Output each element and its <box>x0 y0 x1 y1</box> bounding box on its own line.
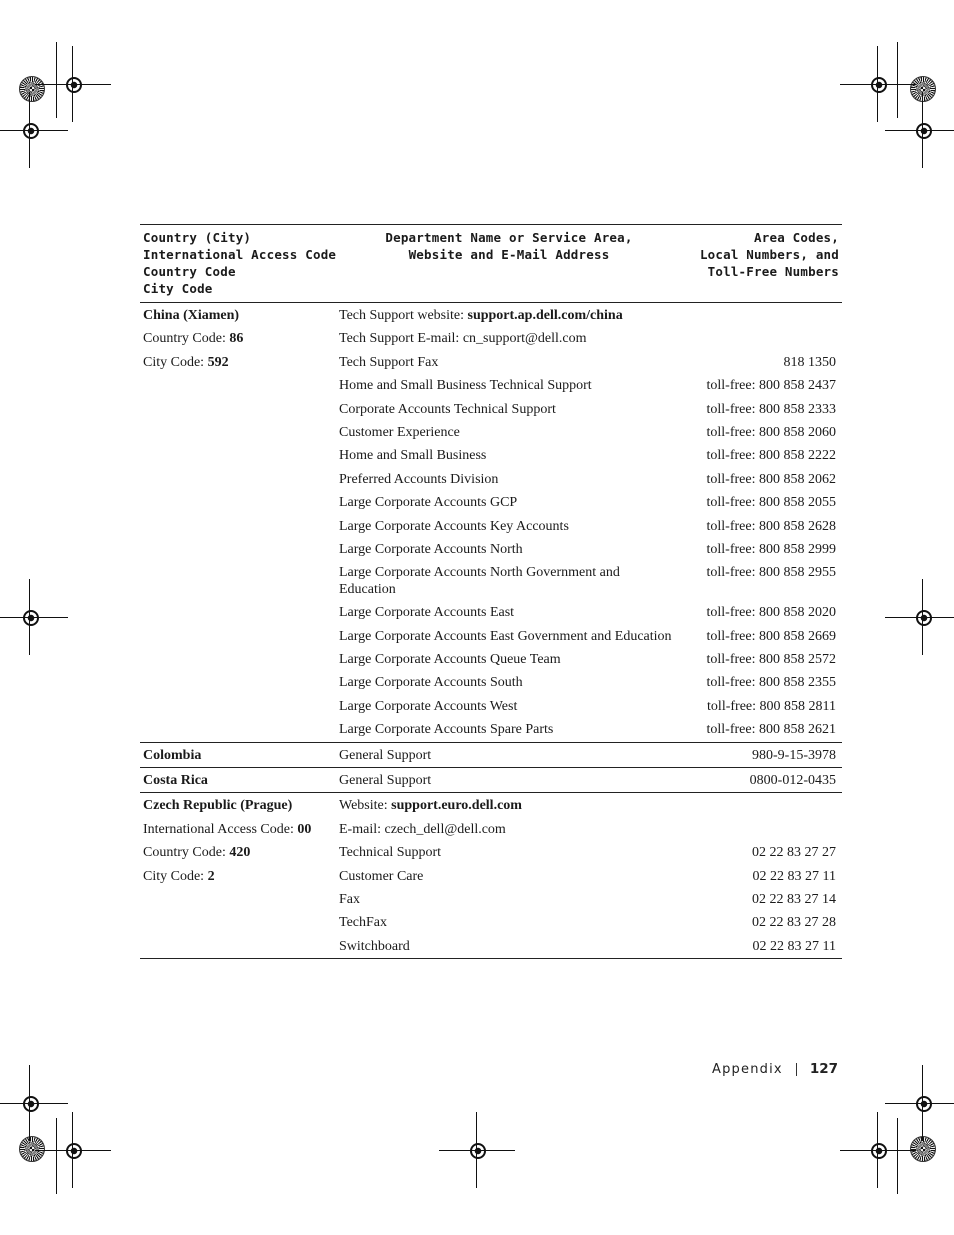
contact-table <box>140 224 842 959</box>
number-cell: toll-free: 800 858 2055 <box>706 495 836 511</box>
country-cell <box>140 718 336 742</box>
department-text: Large Corporate Accounts West <box>339 698 518 714</box>
country-cell <box>140 303 336 328</box>
registration-target-icon <box>871 77 887 93</box>
department-text: Customer Care <box>339 868 424 884</box>
registration-target-icon <box>23 123 39 139</box>
starburst-icon <box>910 1136 936 1162</box>
number-cell: toll-free: 800 858 2333 <box>706 401 836 417</box>
table-row <box>140 648 842 671</box>
crop-line <box>56 42 57 118</box>
registration-target-icon <box>66 1143 82 1159</box>
header-line: Toll-Free Numbers <box>707 264 839 279</box>
country-cell <box>140 648 336 671</box>
country-cell <box>140 374 336 397</box>
table-row <box>140 742 842 767</box>
number-cell: toll-free: 800 858 2628 <box>706 518 836 534</box>
country-group <box>140 742 842 767</box>
number-cell <box>682 818 842 841</box>
header-numbers <box>682 225 842 303</box>
department-cell <box>336 327 682 350</box>
registration-target-icon <box>23 610 39 626</box>
number-cell: toll-free: 800 858 2437 <box>706 378 836 394</box>
department-text: Tech Support E-mail: cn_support@dell.com <box>339 331 587 347</box>
header-country <box>140 225 336 303</box>
department-cell <box>336 768 682 793</box>
country-cell <box>140 935 336 959</box>
registration-target-icon <box>916 610 932 626</box>
number-cell: toll-free: 800 858 2811 <box>707 698 836 714</box>
number-cell: toll-free: 800 858 2222 <box>706 448 836 464</box>
number-cell: 02 22 83 27 28 <box>752 915 836 931</box>
department-cell <box>336 601 682 624</box>
header-line: Local Numbers, and <box>699 247 839 262</box>
table-row <box>140 398 842 421</box>
department-text: Switchboard <box>339 938 410 954</box>
country-cell <box>140 515 336 538</box>
number-cell: toll-free: 800 858 2572 <box>706 652 836 668</box>
department-cell <box>336 841 682 864</box>
department-cell <box>336 398 682 421</box>
country-cell <box>140 398 336 421</box>
table-row <box>140 768 842 793</box>
code-value: 00 <box>297 821 312 837</box>
number-cell: toll-free: 800 858 2060 <box>706 424 836 440</box>
number-cell <box>682 303 842 328</box>
number-cell: toll-free: 800 858 2062 <box>706 471 836 487</box>
country-cell <box>140 768 336 793</box>
number-cell: 818 1350 <box>783 354 836 370</box>
number-cell: toll-free: 800 858 2999 <box>706 541 836 557</box>
country-cell <box>140 625 336 648</box>
website-address: support.euro.dell.com <box>391 798 522 814</box>
header-line: City Code <box>143 281 213 296</box>
code-value: 592 <box>207 354 229 370</box>
department-cell <box>336 695 682 718</box>
department-cell <box>336 742 682 767</box>
country-cell <box>140 491 336 514</box>
department-cell <box>336 888 682 911</box>
country-cell <box>140 888 336 911</box>
country-name: Costa Rica <box>143 773 208 789</box>
code-label: Country Code: <box>143 331 230 347</box>
table-row <box>140 491 842 514</box>
department-text: Large Corporate Accounts East <box>339 605 515 621</box>
department-text: Fax <box>339 891 360 907</box>
country-group <box>140 793 842 959</box>
country-cell <box>140 327 336 350</box>
department-text: Technical Support <box>339 845 442 861</box>
code-value: 86 <box>229 331 244 347</box>
country-cell <box>140 818 336 841</box>
department-cell <box>336 538 682 561</box>
table-row <box>140 793 842 818</box>
country-group <box>140 768 842 793</box>
registration-target-icon <box>470 1143 486 1159</box>
table-header <box>140 225 842 303</box>
department-text: Preferred Accounts Division <box>339 471 499 487</box>
table-row <box>140 935 842 959</box>
department-cell <box>336 351 682 374</box>
table-row <box>140 561 842 601</box>
department-cell <box>336 561 682 601</box>
table-row <box>140 468 842 491</box>
department-cell <box>336 911 682 934</box>
department-cell <box>336 625 682 648</box>
crop-line <box>897 1118 898 1194</box>
department-cell <box>336 935 682 959</box>
department-cell <box>336 421 682 444</box>
code-value: 420 <box>229 845 251 861</box>
website-address: support.ap.dell.com/china <box>467 308 623 323</box>
footer-divider <box>796 1063 797 1076</box>
table-row <box>140 421 842 444</box>
department-text: Large Corporate Accounts South <box>339 675 523 691</box>
table-row <box>140 515 842 538</box>
department-text: Large Corporate Accounts North <box>339 541 523 557</box>
country-cell <box>140 911 336 934</box>
crop-line <box>56 1118 57 1194</box>
country-cell <box>140 468 336 491</box>
registration-target-icon <box>66 77 82 93</box>
country-cell <box>140 601 336 624</box>
country-cell <box>140 444 336 467</box>
country-cell <box>140 695 336 718</box>
table-row <box>140 303 842 328</box>
starburst-icon <box>910 76 936 102</box>
header-line: Website and E-Mail Address <box>408 247 610 262</box>
department-cell <box>336 491 682 514</box>
country-name: China (Xiamen) <box>143 308 240 323</box>
table-row <box>140 374 842 397</box>
table-row <box>140 351 842 374</box>
department-text: Large Corporate Accounts North Government and Education <box>339 565 620 598</box>
number-cell: toll-free: 800 858 2669 <box>706 628 836 644</box>
department-text: Corporate Accounts Technical Support <box>339 401 556 417</box>
department-text: E-mail: czech_dell@dell.com <box>339 821 506 837</box>
number-cell: 980-9-15-3978 <box>752 747 836 763</box>
registration-target-icon <box>23 1096 39 1112</box>
header-department <box>336 225 682 303</box>
number-cell: toll-free: 800 858 2355 <box>706 675 836 691</box>
department-text: Large Corporate Accounts Key Accounts <box>339 518 569 534</box>
number-cell: toll-free: 800 858 2020 <box>706 605 836 621</box>
country-cell <box>140 538 336 561</box>
page-footer <box>712 1061 838 1077</box>
number-cell: 02 22 83 27 27 <box>752 845 836 861</box>
header-line: Country Code <box>143 264 236 279</box>
number-cell: 02 22 83 27 14 <box>752 891 836 907</box>
department-text: Large Corporate Accounts GCP <box>339 495 518 511</box>
starburst-icon <box>19 76 45 102</box>
code-label: Country Code: <box>143 845 230 861</box>
header-line: International Access Code <box>143 247 337 262</box>
department-text: Tech Support Fax <box>339 354 439 370</box>
country-cell <box>140 742 336 767</box>
department-text: General Support <box>339 773 432 789</box>
table-row <box>140 841 842 864</box>
department-text: Large Corporate Accounts Spare Parts <box>339 722 554 738</box>
department-cell <box>336 648 682 671</box>
country-cell <box>140 561 336 601</box>
table-row <box>140 818 842 841</box>
code-label: International Access Code: <box>143 821 298 837</box>
department-cell <box>336 515 682 538</box>
country-cell <box>140 671 336 694</box>
department-cell <box>336 718 682 742</box>
department-text: Tech Support website: <box>339 308 468 323</box>
department-text: Website: <box>339 798 392 814</box>
number-cell <box>682 327 842 350</box>
department-cell <box>336 374 682 397</box>
country-name: Colombia <box>143 747 202 763</box>
crop-line <box>897 42 898 118</box>
department-text: Home and Small Business <box>339 448 487 464</box>
page-number: 127 <box>809 1061 838 1077</box>
number-cell: toll-free: 800 858 2621 <box>706 722 836 738</box>
number-cell: toll-free: 800 858 2955 <box>706 565 836 581</box>
table-row <box>140 718 842 742</box>
department-text: General Support <box>339 747 432 763</box>
number-cell <box>682 793 842 818</box>
table-row <box>140 538 842 561</box>
code-label: City Code: <box>143 868 208 884</box>
department-cell <box>336 865 682 888</box>
table-row <box>140 888 842 911</box>
department-cell <box>336 671 682 694</box>
number-cell: 02 22 83 27 11 <box>752 938 836 954</box>
registration-target-icon <box>916 123 932 139</box>
department-text: Large Corporate Accounts East Government and Education <box>339 628 672 644</box>
table-row <box>140 695 842 718</box>
table-row <box>140 444 842 467</box>
country-group <box>140 303 842 743</box>
header-line: Area Codes, <box>754 230 839 245</box>
department-cell <box>336 303 682 328</box>
department-cell <box>336 468 682 491</box>
number-cell: 02 22 83 27 11 <box>752 868 836 884</box>
header-line: Department Name or Service Area, <box>385 230 633 245</box>
country-name: Czech Republic (Prague) <box>143 798 293 814</box>
table-row <box>140 671 842 694</box>
registration-target-icon <box>916 1096 932 1112</box>
footer-section: Appendix <box>712 1061 783 1077</box>
code-value: 2 <box>207 868 215 884</box>
country-cell <box>140 793 336 818</box>
table-row <box>140 625 842 648</box>
registration-target-icon <box>871 1143 887 1159</box>
country-cell <box>140 865 336 888</box>
department-text: Customer Experience <box>339 424 460 440</box>
table-row <box>140 911 842 934</box>
country-cell <box>140 351 336 374</box>
country-cell <box>140 421 336 444</box>
department-cell <box>336 818 682 841</box>
table-row <box>140 601 842 624</box>
table-row <box>140 865 842 888</box>
code-label: City Code: <box>143 354 208 370</box>
number-cell: 0800-012-0435 <box>749 773 836 789</box>
department-cell <box>336 444 682 467</box>
department-text: Large Corporate Accounts Queue Team <box>339 652 561 668</box>
country-cell <box>140 841 336 864</box>
department-text: Home and Small Business Technical Support <box>339 378 592 394</box>
department-text: TechFax <box>339 915 388 931</box>
header-line: Country (City) <box>143 230 252 245</box>
starburst-icon <box>19 1136 45 1162</box>
table-row <box>140 327 842 350</box>
department-cell <box>336 793 682 818</box>
